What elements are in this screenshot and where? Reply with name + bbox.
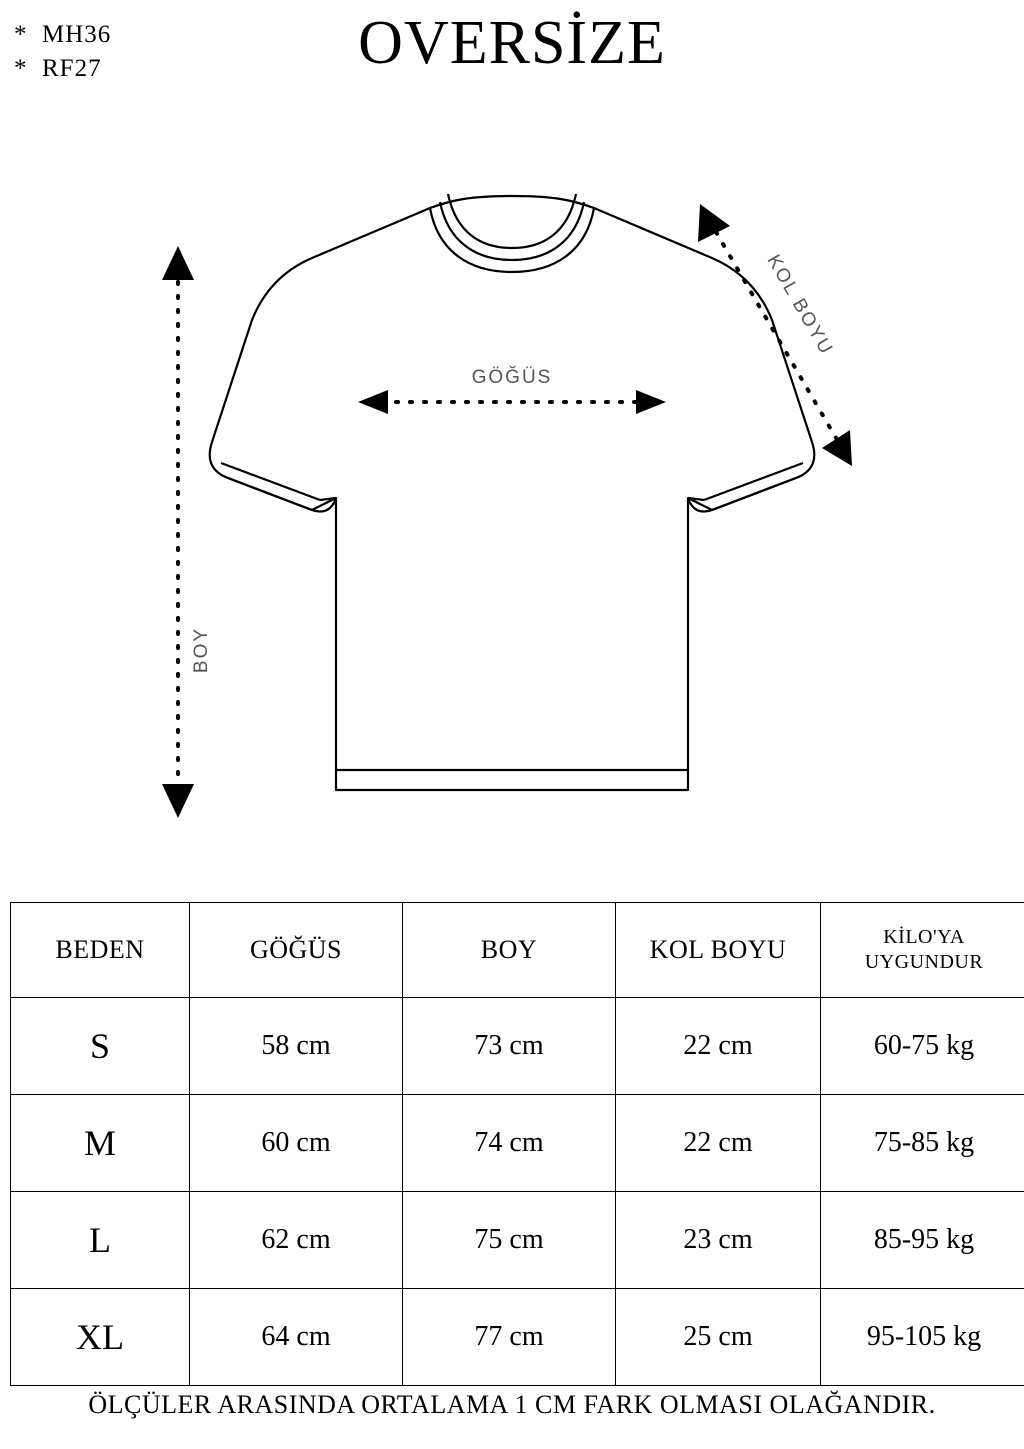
chest-label: GÖĞÜS bbox=[471, 367, 553, 388]
cell-boy: 77 cm bbox=[403, 1289, 616, 1386]
cell-boy: 75 cm bbox=[403, 1192, 616, 1289]
size-table-container bbox=[10, 902, 1014, 1386]
cell-kol-boyu: 22 cm bbox=[616, 1095, 821, 1192]
size-table bbox=[10, 902, 1024, 1386]
column-header-kilo-line1: KİLO'YA bbox=[883, 926, 965, 948]
cell-beden: XL bbox=[11, 1289, 190, 1386]
cell-kilo: 75-85 kg bbox=[821, 1095, 1024, 1192]
cell-boy: 73 cm bbox=[403, 998, 616, 1095]
cell-gogus: 64 cm bbox=[190, 1289, 403, 1386]
cell-gogus: 60 cm bbox=[190, 1095, 403, 1192]
cell-kilo: 60-75 kg bbox=[821, 998, 1024, 1095]
chest-measure-arrow bbox=[358, 390, 666, 414]
cell-gogus: 62 cm bbox=[190, 1192, 403, 1289]
column-header-kilo-line2: UYGUNDUR bbox=[864, 951, 984, 973]
measurement-note: ÖLÇÜLER ARASINDA ORTALAMA 1 CM FARK OLMASI OLAĞANDIR. bbox=[88, 1390, 936, 1419]
cell-kol-boyu: 23 cm bbox=[616, 1192, 821, 1289]
tshirt-outline bbox=[210, 194, 815, 790]
cell-kilo: 95-105 kg bbox=[821, 1289, 1024, 1386]
product-code-2: * RF27 bbox=[14, 54, 102, 82]
cell-kilo: 85-95 kg bbox=[821, 1192, 1024, 1289]
table-header-row bbox=[11, 903, 1024, 998]
column-header-boy: BOY bbox=[403, 903, 616, 998]
cell-boy: 74 cm bbox=[403, 1095, 616, 1192]
column-header-kol-boyu: KOL BOYU bbox=[616, 903, 821, 998]
column-header-gogus: GÖĞÜS bbox=[190, 903, 403, 998]
table-row bbox=[11, 998, 1024, 1095]
length-measure-arrow bbox=[162, 246, 194, 818]
column-header-kilo bbox=[821, 903, 1024, 998]
table-row bbox=[11, 1095, 1024, 1192]
cell-kol-boyu: 25 cm bbox=[616, 1289, 821, 1386]
column-header-beden: BEDEN bbox=[11, 903, 190, 998]
table-row bbox=[11, 1289, 1024, 1386]
sleeve-label: KOL BOYU bbox=[762, 251, 837, 360]
cell-beden: M bbox=[11, 1095, 190, 1192]
cell-gogus: 58 cm bbox=[190, 998, 403, 1095]
page-title: OVERSİZE bbox=[358, 9, 666, 77]
table-row bbox=[11, 1192, 1024, 1289]
cell-beden: S bbox=[11, 998, 190, 1095]
cell-kol-boyu: 22 cm bbox=[616, 998, 821, 1095]
product-code-1: * MH36 bbox=[14, 21, 112, 48]
cell-beden: L bbox=[11, 1192, 190, 1289]
tshirt-measurement-diagram bbox=[0, 180, 1024, 890]
length-label: BOY bbox=[191, 626, 212, 674]
